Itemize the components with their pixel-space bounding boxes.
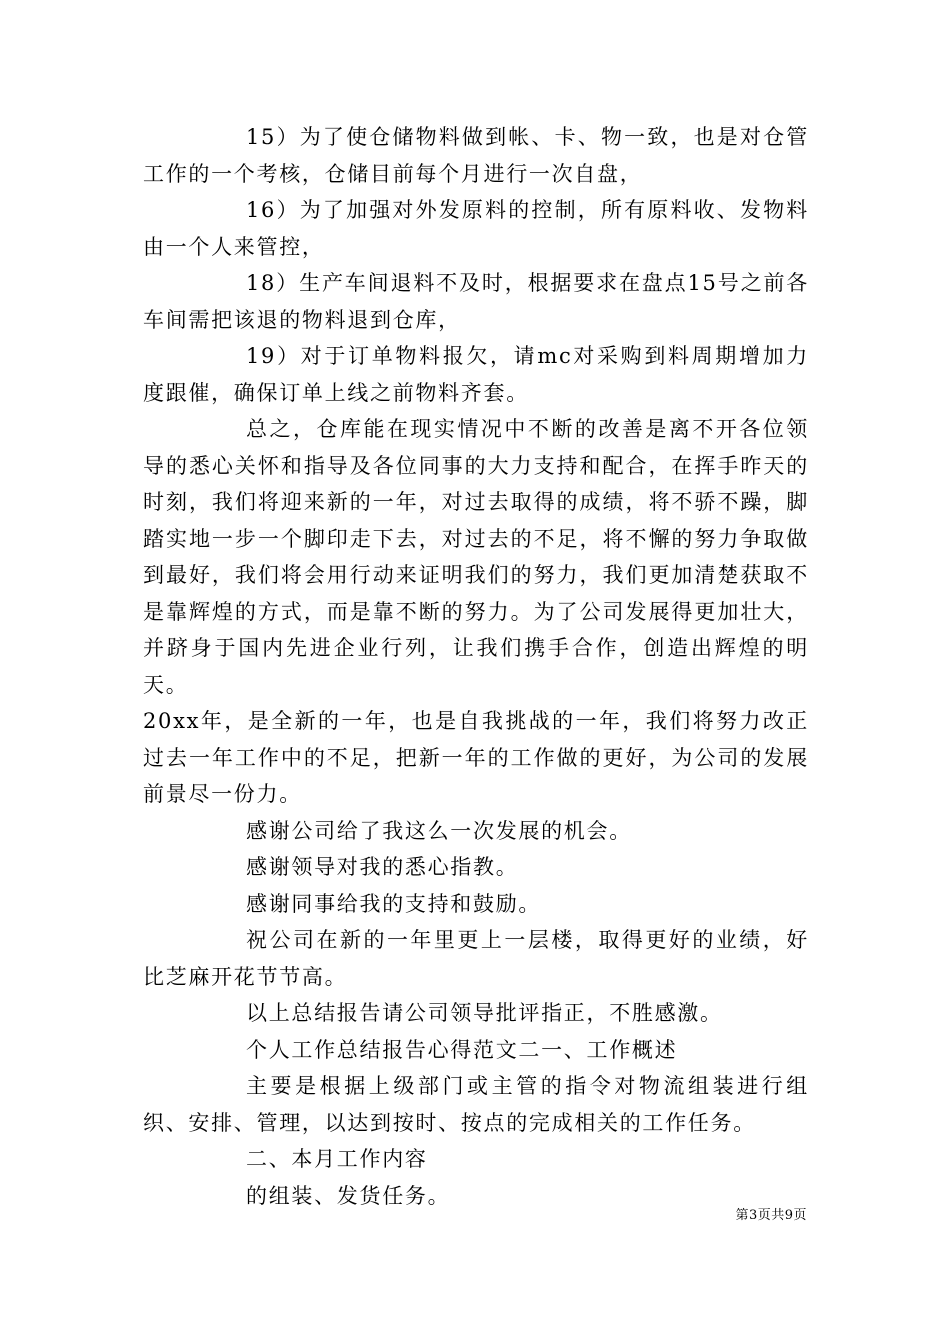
document-body bbox=[143, 119, 809, 1214]
paragraph-conclusion: 总之，仓库能在现实情况中不断的改善是离不开各位领导的悉心关怀和指导及各位同事的大力支持和配合，在挥手昨天的时刻，我们将迎来新的一年，对过去取得的成绩，将不骄不躁，脚踏实地一步一个脚印走下去，对过去的不足，将不懈的努力争取做到最好，我们将会用行动来证明我们的努力，我们更加清楚获取不是靠辉煌的方式，而是靠不断的努力。为了公司发展得更加壮大，并跻身于国内先进企业行列，让我们携手合作，创造出辉煌的明天。 bbox=[143, 417, 809, 697]
paragraph-tasks: 的组装、发货任务。 bbox=[246, 1183, 451, 1208]
paragraph-item-16: 16）为了加强对外发原料的控制，所有原料收、发物料由一个人来管控， bbox=[143, 198, 809, 259]
section-heading-monthly-work: 二、本月工作内容 bbox=[246, 1147, 428, 1171]
paragraph-item-19: 19）对于订单物料报欠，请mc对采购到料周期增加力度跟催，确保订单上线之前物料齐套。 bbox=[143, 344, 809, 405]
paragraph-wishes: 祝公司在新的一年里更上一层楼，取得更好的业绩，好比芝麻开花节节高。 bbox=[143, 928, 809, 989]
paragraph-closing: 以上总结报告请公司领导批评指正，不胜感激。 bbox=[246, 1001, 723, 1025]
paragraph-item-18: 18）生产车间退料不及时，根据要求在盘点15号之前各车间需把该退的物料退到仓库， bbox=[143, 271, 809, 332]
paragraph-thanks-company: 感谢公司给了我这么一次发展的机会。 bbox=[246, 818, 632, 843]
page-number: 第3页共9页 bbox=[735, 1208, 807, 1223]
paragraph-thanks-leaders: 感谢领导对我的悉心指教。 bbox=[246, 855, 519, 879]
paragraph-new-year: 20xx年，是全新的一年，也是自我挑战的一年，我们将努力改正过去一年工作中的不足，把新一年的工作做的更好，为公司的发展前景尽一份力。 bbox=[143, 709, 809, 806]
paragraph-overview: 主要是根据上级部门或主管的指令对物流组装进行组织、安排、管理，以达到按时、按点的完成相关的工作任务。 bbox=[143, 1074, 809, 1135]
section-heading-sample-two: 个人工作总结报告心得范文二一、工作概述 bbox=[246, 1037, 678, 1062]
paragraph-thanks-colleagues: 感谢同事给我的支持和鼓励。 bbox=[246, 891, 542, 916]
paragraph-item-15: 15）为了使仓储物料做到帐、卡、物一致，也是对仓管工作的一个考核，仓储目前每个月进行一次自盘， bbox=[143, 125, 809, 186]
